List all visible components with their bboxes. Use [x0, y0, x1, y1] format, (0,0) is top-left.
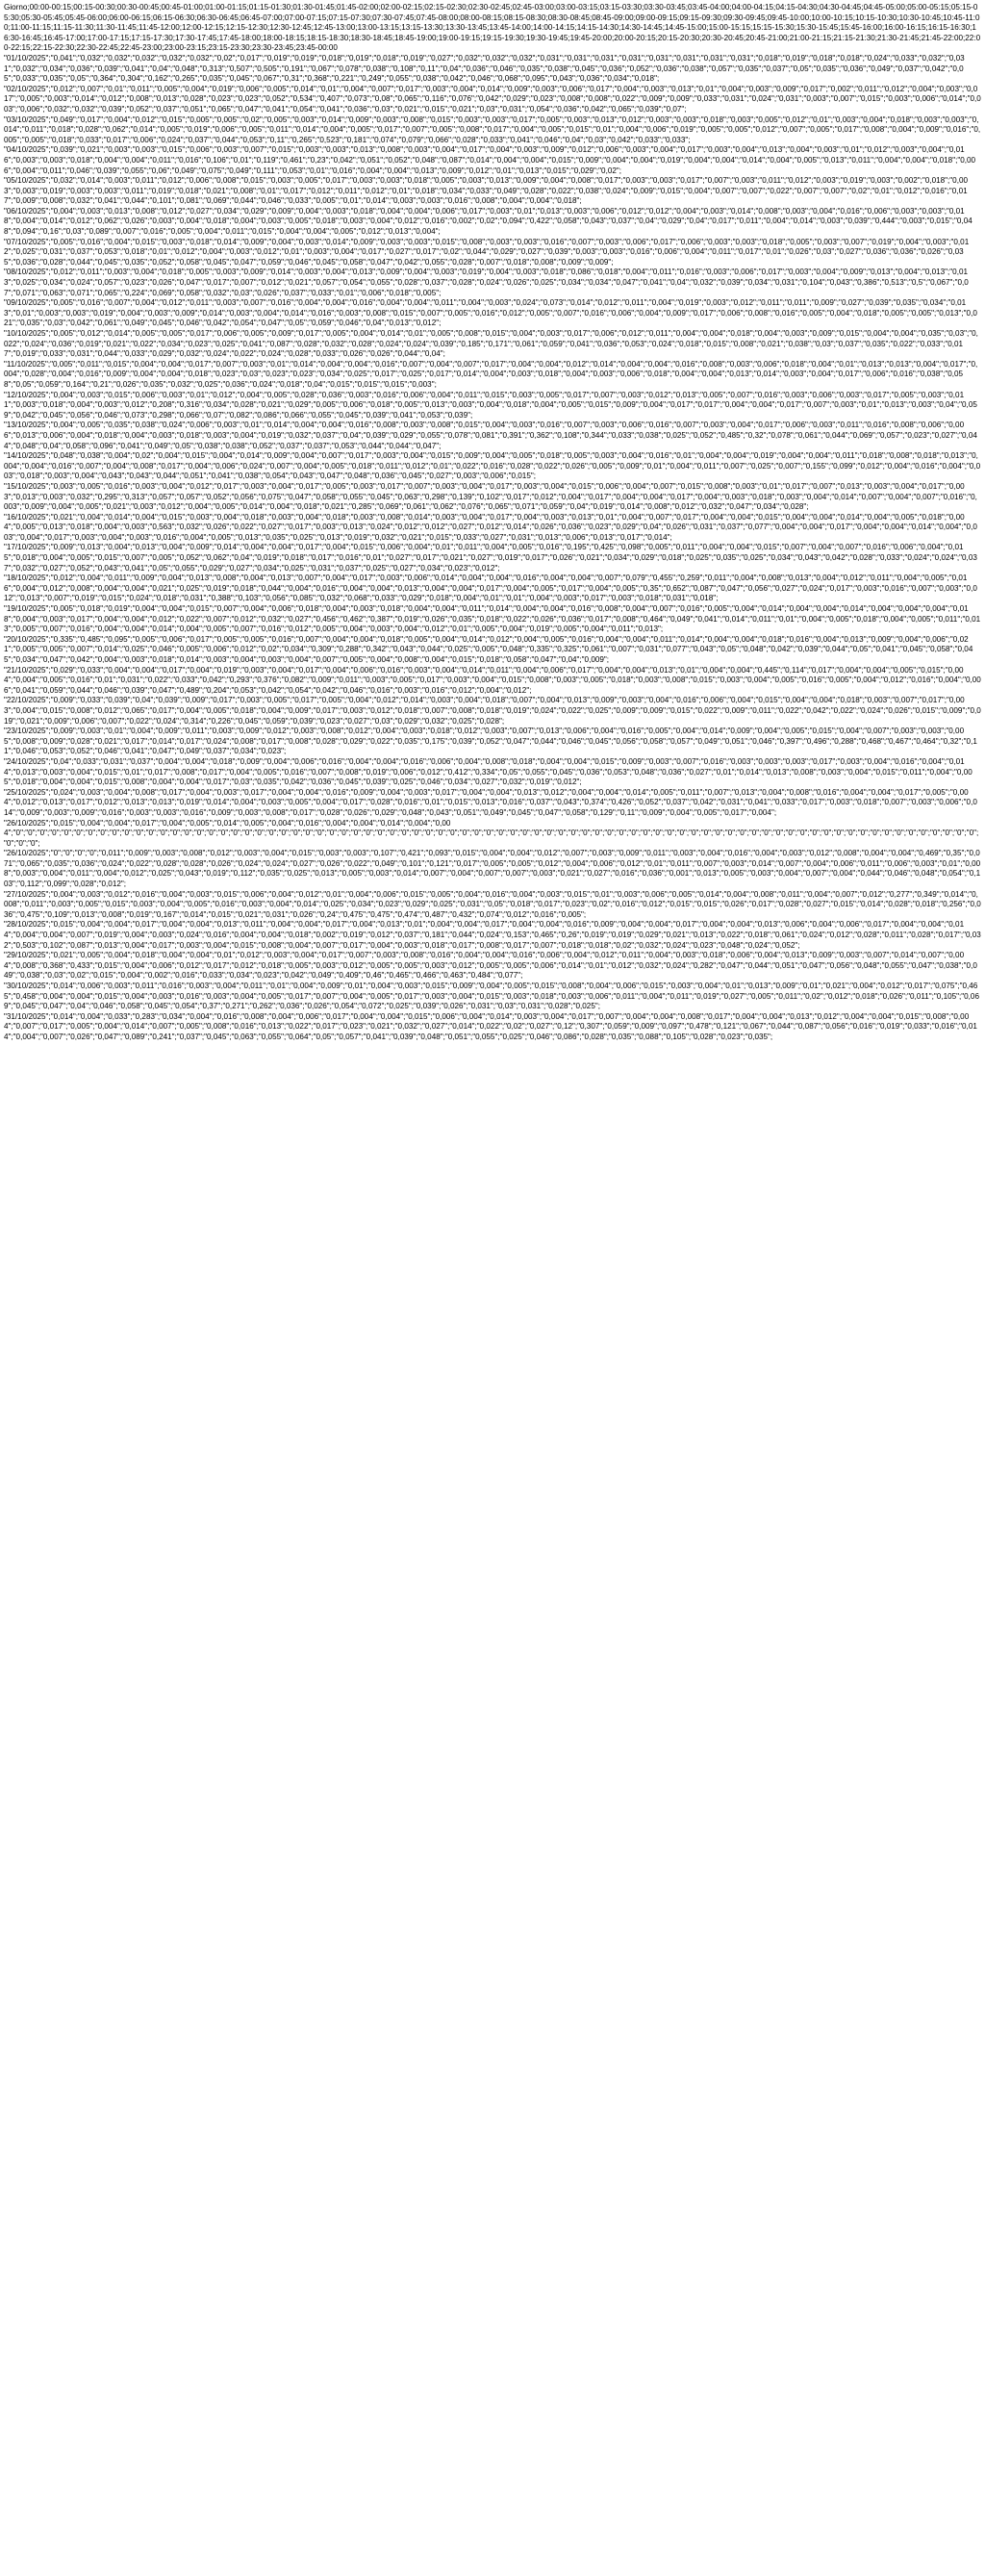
- csv-data-line: "14/10/2025";"0,048";"0,038";"0,004";"0,02";"0,004";"0,015";"0,004";"0,014";"0,009";"0,004";"0,007";"0,017";"0,003";"0,004";"0,015";"0,009";"0,004";"0,005";"0,018";"0,005";"0,003";"0,004";"0,016";"0,01";"0,004";"0,004";"0,019";"0,004";"0,004";"0,011";"0,018";"0,008";"0,018";"0,013";"0,004";"0,004";"0,016";"0,007";"0,004";"0,008";"0,017";"0,004";"0,006";"0,024";"0,007";"0,004";"0,005";"0,018";"0,011";"0,012";"0,01";"0,022";"0,016";"0,028";"0,022";"0,026";"0,005";"0,009";"0,01";"0,004";"0,011";"0,007";"0,025";"0,007";"0,155";"0,099";"0,012";"0,004";"0,016";"0,004";"0,003";"0,018";"0,003";"0,004";"0,043";"0,043";"0,044";"0,051";"0,041";"0,038";"0,054";"0,043";"0,047";"0,048";"0,036";"0,045";"0,027";"0,003";"0,006";"0,015";: [4, 451, 981, 481]
- csv-data-line: "20/10/2025";"0,335";"0,485";"0,095";"0,005";"0,006";"0,017";"0,005";"0,005";"0,016";"0,007";"0,004";"0,004";"0,018";"0,005";"0,004";"0,014";"0,012";"0,004";"0,005";"0,016";"0,004";"0,004";"0,011";"0,014";"0,004";"0,004";"0,018";"0,016";"0,004";"0,013";"0,009";"0,004";"0,006";"0,021";"0,005";"0,005";"0,007";"0,014";"0,025";"0,046";"0,005";"0,006";"0,012";"0,02";"0,034";"0,309";"0,288";"0,342";"0,043";"0,044";"0,025";"0,005";"0,048";"0,335";"0,325";"0,061";"0,007";"0,031";"0,077";"0,043";"0,05";"0,048";"0,042";"0,039";"0,044";"0,05";"0,041";"0,045";"0,058";"0,045";"0,034";"0,047";"0,042";"0,004";"0,003";"0,018";"0,014";"0,003";"0,004";"0,003";"0,004";"0,007";"0,005";"0,004";"0,008";"0,004";"0,015";"0,018";"0,058";"0,047";"0,04";"0,009";: [4, 634, 973, 664]
- csv-data-line: "16/10/2025";"0,021";"0,004";"0,014";"0,004";"0,015";"0,003";"0,004";"0,018";"0,003";"0,004";"0,018";"0,003";"0,008";"0,014";"0,003";"0,004";"0,017";"0,004";"0,003";"0,013";"0,01";"0,004";"0,007";"0,017";"0,004";"0,004";"0,015";"0,004";"0,004";"0,014";"0,004";"0,005";"0,018";"0,004";"0,005";"0,013";"0,018";"0,004";"0,003";"0,563";"0,032";"0,026";"0,022";"0,027";"0,017";"0,003";"0,013";"0,024";"0,012";"0,012";"0,027";"0,012";"0,014";"0,026";"0,036";"0,023";"0,029";"0,04";"0,026";"0,031";"0,037";"0,077";"0,004";"0,004";"0,017";"0,004";"0,004";"0,014";"0,004";"0,003";"0,004";"0,017";"0,003";"0,004";"0,003";"0,016";"0,004";"0,005";"0,013";"0,035";"0,025";"0,013";"0,019";"0,032";"0,021";"0,015";"0,033";"0,027";"0,031";"0,013";"0,006";"0,013";"0,017";"0,014";: [4, 512, 977, 542]
- csv-data-line: "29/10/2025";"0,021";"0,005";"0,004";"0,018";"0,004";"0,004";"0,01";"0,012";"0,003";"0,004";"0,017";"0,007";"0,003";"0,008";"0,016";"0,004";"0,004";"0,016";"0,006";"0,004";"0,012";"0,011";"0,004";"0,003";"0,018";"0,006";"0,004";"0,013";"0,009";"0,003";"0,007";"0,014";"0,007";"0,004";"0,008";"0,368";"0,433";"0,015";"0,004";"0,006";"0,012";"0,017";"0,012";"0,018";"0,005";"0,003";"0,012";"0,005";"0,005";"0,003";"0,012";"0,005";"0,005";"0,006";"0,014";"0,01";"0,012";"0,032";"0,024";"0,282";"0,047";"0,044";"0,051";"0,047";"0,056";"0,048";"0,055";"0,047";"0,038";"0,049";"0,038";"0,03";"0,02";"0,015";"0,004";"0,002";"0,016";"0,033";"0,034";"0,023";"0,042";"0,049";"0,409";"0,46";"0,465";"0,466";"0,463";"0,484";"0,077";: [4, 951, 977, 981]
- csv-data-line: "28/10/2025";"0,015";"0,004";"0,004";"0,017";"0,004";"0,004";"0,013";"0,011";"0,004";"0,004";"0,017";"0,004";"0,013";"0,01";"0,004";"0,004";"0,017";"0,004";"0,004";"0,016";"0,009";"0,004";"0,004";"0,017";"0,004";"0,004";"0,013";"0,006";"0,004";"0,006";"0,017";"0,004";"0,004";"0,014";"0,004";"0,004";"0,007";"0,019";"0,004";"0,003";"0,024";"0,016";"0,004";"0,004";"0,018";"0,002";"0,019";"0,012";"0,037";"0,181";"0,044";"0,024";"0,153";"0,465";"0,26";"0,019";"0,019";"0,029";"0,021";"0,013";"0,022";"0,018";"0,061";"0,024";"0,012";"0,028";"0,011";"0,028";"0,017";"0,032";"0,503";"0,102";"0,087";"0,013";"0,004";"0,017";"0,003";"0,004";"0,015";"0,008";"0,004";"0,007";"0,017";"0,004";"0,003";"0,018";"0,017";"0,008";"0,017";"0,007";"0,018";"0,018";"0,02";"0,032";"0,024";"0,023";"0,048";"0,024";"0,052";: [4, 920, 981, 950]
- csv-data-line: "01/10/2025";"0,041";"0,032";"0,032";"0,032";"0,032";"0,032";"0,02";"0,017";"0,019";"0,019";"0,018";"0,019";"0,018";"0,019";"0,027";"0,032";"0,032";"0,032";"0,031";"0,031";"0,031";"0,031";"0,031";"0,031";"0,031";"0,031";"0,018";"0,019";"0,018";"0,018";"0,024";"0,033";"0,032";"0,031";"0,032";"0,034";"0,036";"0,039";"0,041";"0,04";"0,048";"0,313";"0,507";"0,505";"0,191";"0,067";"0,078";"0,038";"0,108";"0,11";"0,04";"0,036";"0,046";"0,035";"0,038";"0,045";"0,036";"0,052";"0,036";"0,038";"0,057";"0,035";"0,037";"0,05";"0,035";"0,036";"0,049";"0,037";"0,042";"0,05";"0,033";"0,035";"0,05";"0,364";"0,304";"0,162";"0,265";"0,035";"0,045";"0,067";"0,31";"0,368";"0,221";"0,249";"0,055";"0,038";"0,042";"0,046";"0,068";"0,095";"0,043";"0,036";"0,034";"0,018";: [4, 53, 965, 84]
- csv-data-line: "15/10/2025";"0,003";"0,005";"0,016";"0,003";"0,004";"0,012";"0,017";"0,003";"0,004";"0,017";"0,005";"0,003";"0,017";"0,007";"0,003";"0,004";"0,017";"0,003";"0,004";"0,015";"0,006";"0,004";"0,007";"0,015";"0,008";"0,003";"0,01";"0,017";"0,007";"0,013";"0,003";"0,004";"0,017";"0,003";"0,013";"0,003";"0,032";"0,295";"0,313";"0,057";"0,057";"0,052";"0,056";"0,075";"0,047";"0,058";"0,055";"0,045";"0,063";"0,298";"0,139";"0,102";"0,017";"0,012";"0,004";"0,017";"0,004";"0,004";"0,017";"0,004";"0,003";"0,018";"0,003";"0,004";"0,014";"0,007";"0,004";"0,007";"0,016";"0,003";"0,009";"0,004";"0,005";"0,021";"0,003";"0,012";"0,004";"0,005";"0,014";"0,004";"0,018";"0,021";"0,285";"0,069";"0,061";"0,062";"0,076";"0,065";"0,071";"0,059";"0,04";"0,019";"0,014";"0,008";"0,012";"0,032";"0,047";"0,034";"0,028";: [4, 481, 977, 512]
- csv-data-line: "09/10/2025";"0,005";"0,016";"0,007";"0,004";"0,012";"0,011";"0,003";"0,007";"0,016";"0,004";"0,004";"0,016";"0,004";"0,004";"0,011";"0,004";"0,003";"0,024";"0,073";"0,014";"0,012";"0,011";"0,004";"0,019";"0,003";"0,012";"0,011";"0,011";"0,009";"0,027";"0,039";"0,035";"0,034";"0,013";"0,01";"0,003";"0,003";"0,019";"0,004";"0,003";"0,009";"0,014";"0,003";"0,004";"0,014";"0,016";"0,003";"0,008";"0,015";"0,007";"0,005";"0,016";"0,012";"0,005";"0,007";"0,016";"0,006";"0,004";"0,009";"0,017";"0,006";"0,008";"0,016";"0,005";"0,004";"0,018";"0,005";"0,005";"0,013";"0,021";"0,035";"0,03";"0,042";"0,061";"0,049";"0,045";"0,046";"0,042";"0,054";"0,047";"0,05";"0,059";"0,046";"0,04";"0,013";"0,012";: [4, 298, 977, 328]
- csv-data-line: "22/10/2025";"0,009";"0,033";"0,039";"0,04";"0,039";"0,009";"0,017";"0,003";"0,005";"0,017";"0,005";"0,004";"0,012";"0,014";"0,003";"0,004";"0,018";"0,007";"0,004";"0,013";"0,009";"0,003";"0,004";"0,016";"0,006";"0,004";"0,015";"0,004";"0,004";"0,018";"0,003";"0,007";"0,017";"0,003";"0,004";"0,015";"0,008";"0,012";"0,065";"0,017";"0,004";"0,005";"0,018";"0,004";"0,009";"0,017";"0,003";"0,012";"0,018";"0,007";"0,008";"0,018";"0,019";"0,024";"0,022";"0,025";"0,009";"0,009";"0,015";"0,022";"0,009";"0,011";"0,022";"0,042";"0,022";"0,024";"0,026";"0,015";"0,009";"0,019";"0,021";"0,009";"0,006";"0,007";"0,022";"0,024";"0,314";"0,226";"0,045";"0,059";"0,039";"0,023";"0,027";"0,03";"0,029";"0,032";"0,025";"0,028";: [4, 696, 981, 726]
- csv-header-line: Giorno;00:00-00:15;00:15-00:30;00:30-00:45;00:45-01:00;01:00-01:15;01:15-01:30;01:30-01:45;01:45-02:00;02:00-02:15;02:15-02:30;02:30-02:45;02:45-03:00;03:00-03:15;03:15-03:30;03:30-03:45;03:45-04:00;04:00-04:15;04:15-04:30;04:30-04:45;04:45-05:00;05:00-05:15;05:15-05:30;05:30-05:45;05:45-06:00;06:00-06:15;06:15-06:30;06:30-06:45;06:45-07:00;07:00-07:15;07:15-07:30;07:30-07:45;07:45-08:00;08:00-08:15;08:15-08:30;08:30-08:45;08:45-09:00;09:00-09:15;09:15-09:30;09:30-09:45;09:45-10:00;10:00-10:15;10:15-10:30;10:30-10:45;10:45-11:00;11:00-11:15;11:15-11:30;11:30-11:45;11:45-12:00;12:00-12:15;12:15-12:30;12:30-12:45;12:45-13:00;13:00-13:15;13:15-13:30;13:30-13:45;13:45-14:00;14:00-14:15;14:15-14:30;14:30-14:45;14:45-15:00;15:00-15:15;15:15-15:30;15:30-15:45;15:45-16:00;16:00-16:15;16:15-16:30;16:30-16:45;16:45-17:00;17:00-17:15;17:15-17:30;17:30-17:45;17:45-18:00;18:00-18:15;18:15-18:30;18:30-18:45;18:45-19:00;19:00-19:15;19:15-19:30;19:30-19:45;19:45-20:00;20:00-20:15;20:15-20:30;20:30-20:45;20:45-21:00;21:00-21:15;21:15-21:30;21:30-21:45;21:45-22:00;22:00-22:15;22:15-22:30;22:30-22:45;22:45-23:00;23:00-23:15;23:15-23:30;23:30-23:45;23:45-00:00: [4, 3, 981, 53]
- csv-data-line: "26/10/2025";"0,015";"0,004";"0,004";"0,017";"0,004";"0,005";"0,014";"0,005";"0,004";"0,016";"0,004";"0,004";"0,014";"0,004";"0,004";"0";"0";"0";"0";"0";"0";"0";"0";"0";"0";"0";"0";"0";"0";"0";"0";"0";"0";"0";"0";"0";"0";"0";"0";"0";"0";"0";"0";"0";"0";"0";"0";"0";"0";"0";"0";"0";"0";"0";"0";"0";"0";"0";"0";"0";"0";"0";"0";"0";"0";"0";"0";"0";"0";"0";"0";"0";"0";"0";"0";"0";"0";"0";"0";"0";"0";"0";"0";"0";"0";"0";"0";"0";"0";"0";"0";"0";"0";"0";"0";"0";"0";"0";: [4, 818, 979, 848]
- csv-data-line: "31/10/2025";"0,014";"0,004";"0,033";"0,283";"0,034";"0,004";"0,016";"0,008";"0,004";"0,006";"0,017";"0,004";"0,004";"0,015";"0,006";"0,004";"0,014";"0,003";"0,004";"0,017";"0,007";"0,004";"0,004";"0,008";"0,017";"0,004";"0,004";"0,013";"0,012";"0,004";"0,004";"0,015";"0,008";"0,004";"0,007";"0,017";"0,005";"0,004";"0,014";"0,007";"0,005";"0,008";"0,016";"0,013";"0,022";"0,017";"0,023";"0,021";"0,032";"0,027";"0,014";"0,022";"0,02";"0,027";"0,12";"0,307";"0,059";"0,009";"0,097";"0,478";"0,121";"0,067";"0,044";"0,087";"0,056";"0,016";"0,019";"0,033";"0,016";"0,014";"0,004";"0,007";"0,026";"0,047";"0,089";"0,241";"0,037";"0,045";"0,063";"0,055";"0,064";"0,05";"0,057";"0,041";"0,039";"0,048";"0,051";"0,055";"0,025";"0,046";"0,086";"0,028";"0,035";"0,088";"0,105";"0,028";"0,023";"0,035";: [4, 1011, 977, 1041]
- csv-data-line: "07/10/2025";"0,005";"0,016";"0,004";"0,015";"0,003";"0,018";"0,014";"0,009";"0,004";"0,003";"0,014";"0,009";"0,003";"0,003";"0,015";"0,008";"0,003";"0,003";"0,016";"0,007";"0,003";"0,006";"0,017";"0,006";"0,003";"0,003";"0,018";"0,005";"0,003";"0,007";"0,019";"0,004";"0,003";"0,012";"0,025";"0,031";"0,037";"0,053";"0,018";"0,01";"0,012";"0,004";"0,003";"0,012";"0,01";"0,003";"0,004";"0,017";"0,027";"0,017";"0,02";"0,044";"0,029";"0,027";"0,039";"0,003";"0,003";"0,016";"0,006";"0,004";"0,011";"0,017";"0,01";"0,026";"0,03";"0,027";"0,036";"0,036";"0,026";"0,035";"0,036";"0,028";"0,044";"0,045";"0,035";"0,052";"0,058";"0,045";"0,047";"0,059";"0,046";"0,045";"0,058";"0,047";"0,042";"0,055";"0,028";"0,007";"0,018";"0,008";"0,009";"0,009";: [4, 237, 970, 267]
- csv-data-line: "21/10/2025";"0,029";"0,033";"0,004";"0,004";"0,017";"0,004";"0,019";"0,003";"0,004";"0,017";"0,004";"0,006";"0,016";"0,003";"0,004";"0,014";"0,011";"0,004";"0,006";"0,017";"0,004";"0,004";"0,013";"0,01";"0,004";"0,004";"0,445";"0,114";"0,017";"0,004";"0,004";"0,005";"0,015";"0,004";"0,004";"0,005";"0,016";"0,01";"0,031";"0,022";"0,033";"0,042";"0,293";"0,376";"0,082";"0,009";"0,011";"0,003";"0,005";"0,017";"0,003";"0,004";"0,015";"0,008";"0,003";"0,005";"0,018";"0,003";"0,008";"0,015";"0,003";"0,004";"0,005";"0,016";"0,005";"0,004";"0,012";"0,016";"0,004";"0,006";"0,041";"0,059";"0,044";"0,046";"0,039";"0,047";"0,489";"0,204";"0,053";"0,042";"0,054";"0,042";"0,046";"0,016";"0,003";"0,016";"0,012";"0,004";"0,012";: [4, 665, 981, 695]
- csv-data-line: "18/10/2025";"0,012";"0,004";"0,011";"0,009";"0,004";"0,013";"0,008";"0,004";"0,013";"0,007";"0,004";"0,017";"0,003";"0,006";"0,014";"0,004";"0,004";"0,016";"0,004";"0,004";"0,007";"0,079";"0,455";"0,259";"0,011";"0,004";"0,008";"0,013";"0,004";"0,012";"0,011";"0,004";"0,005";"0,016";"0,004";"0,012";"0,008";"0,004";"0,004";"0,021";"0,025";"0,019";"0,018";"0,044";"0,004";"0,016";"0,004";"0,004";"0,013";"0,004";"0,004";"0,017";"0,004";"0,005";"0,017";"0,004";"0,005";"0,35";"0,652";"0,087";"0,047";"0,056";"0,027";"0,024";"0,017";"0,003";"0,016";"0,007";"0,003";"0,012";"0,013";"0,007";"0,019";"0,015";"0,024";"0,018";"0,031";"0,388";"0,103";"0,056";"0,085";"0,032";"0,068";"0,033";"0,029";"0,018";"0,004";"0,01";"0,01";"0,004";"0,003";"0,017";"0,003";"0,018";"0,031";"0,018";: [4, 574, 977, 603]
- csv-data-line: "08/10/2025";"0,012";"0,011";"0,003";"0,004";"0,018";"0,005";"0,003";"0,009";"0,014";"0,003";"0,004";"0,013";"0,009";"0,004";"0,003";"0,019";"0,004";"0,003";"0,018";"0,086";"0,018";"0,004";"0,011";"0,016";"0,003";"0,006";"0,017";"0,003";"0,004";"0,009";"0,013";"0,004";"0,013";"0,013";"0,025";"0,034";"0,024";"0,057";"0,023";"0,026";"0,047";"0,017";"0,007";"0,012";"0,021";"0,057";"0,054";"0,055";"0,028";"0,037";"0,028";"0,024";"0,026";"0,025";"0,034";"0,034";"0,047";"0,041";"0,04";"0,032";"0,039";"0,034";"0,031";"0,104";"0,043";"0,386";"0,513";"0,5";"0,067";"0,07";"0,071";"0,063";"0,071";"0,065";"0,224";"0,069";"0,058";"0,032";"0,03";"0,026";"0,037";"0,033";"0,01";"0,006";"0,018";"0,005";: [4, 268, 969, 297]
- csv-data-line: "11/10/2025";"0,005";"0,011";"0,015";"0,004";"0,004";"0,017";"0,007";"0,003";"0,01";"0,014";"0,004";"0,004";"0,016";"0,007";"0,004";"0,007";"0,017";"0,004";"0,004";"0,012";"0,014";"0,004";"0,004";"0,016";"0,008";"0,003";"0,006";"0,018";"0,004";"0,01";"0,013";"0,013";"0,004";"0,017";"0,004";"0,028";"0,004";"0,016";"0,009";"0,004";"0,004";"0,018";"0,023";"0,03";"0,023";"0,023";"0,034";"0,025";"0,017";"0,025";"0,017";"0,014";"0,004";"0,003";"0,018";"0,004";"0,003";"0,006";"0,018";"0,004";"0,004";"0,013";"0,014";"0,003";"0,004";"0,017";"0,006";"0,016";"0,038";"0,058";"0,05";"0,059";"0,164";"0,21";"0,026";"0,035";"0,032";"0,025";"0,036";"0,024";"0,018";"0,04";"0,015";"0,015";"0,015";"0,003";: [4, 359, 978, 389]
- csv-data-line: "24/10/2025";"0,04";"0,033";"0,031";"0,037";"0,004";"0,004";"0,018";"0,009";"0,004";"0,006";"0,016";"0,004";"0,004";"0,016";"0,006";"0,004";"0,008";"0,018";"0,004";"0,004";"0,015";"0,009";"0,003";"0,007";"0,016";"0,003";"0,003";"0,003";"0,017";"0,003";"0,004";"0,016";"0,004";"0,014";"0,013";"0,003";"0,004";"0,015";"0,01";"0,017";"0,008";"0,017";"0,004";"0,005";"0,016";"0,007";"0,008";"0,019";"0,006";"0,012";"0,412";"0,334";"0,05";"0,055";"0,045";"0,036";"0,053";"0,048";"0,036";"0,027";"0,01";"0,014";"0,013";"0,008";"0,003";"0,004";"0,015";"0,011";"0,004";"0,005";"0,018";"0,004";"0,004";"0,015";"0,008";"0,004";"0,004";"0,017";"0,03";"0,035";"0,042";"0,036";"0,045";"0,039";"0,025";"0,046";"0,034";"0,027";"0,032";"0,019";"0,012";: [4, 756, 972, 787]
- csv-data-line: "26/10/2025";"0";"0";"0";"0";"0,011";"0,009";"0,003";"0,008";"0,012";"0,003";"0,004";"0,015";"0,003";"0,003";"0,107";"0,421";"0,093";"0,015";"0,004";"0,004";"0,012";"0,007";"0,003";"0,009";"0,011";"0,003";"0,004";"0,016";"0,004";"0,003";"0,012";"0,008";"0,004";"0,004";"0,469";"0,35";"0,071";"0,065";"0,035";"0,036";"0,024";"0,022";"0,028";"0,028";"0,026";"0,024";"0,024";"0,027";"0,026";"0,022";"0,049";"0,101";"0,121";"0,017";"0,005";"0,005";"0,012";"0,004";"0,006";"0,012";"0,01";"0,011";"0,007";"0,003";"0,014";"0,007";"0,004";"0,006";"0,011";"0,006";"0,003";"0,01";"0,008";"0,003";"0,004";"0,011";"0,004";"0,012";"0,025";"0,043";"0,019";"0,112";"0,035";"0,025";"0,013";"0,005";"0,003";"0,014";"0,007";"0,004";"0,007";"0,007";"0,003";"0,021";"0,027";"0,016";"0,036";"0,001";"0,013";"0,005";"0,003";"0,004";"0,007";"0,004";"0,044";"0,046";"0,048";"0,054";"0,103";"0,112";"0,099";"0,028";"0,012";: [4, 849, 981, 889]
- csv-data-line: "05/10/2025";"0,032";"0,014";"0,003";"0,011";"0,012";"0,006";"0,008";"0,015";"0,003";"0,005";"0,017";"0,003";"0,003";"0,018";"0,005";"0,003";"0,013";"0,009";"0,004";"0,008";"0,017";"0,003";"0,003";"0,017";"0,007";"0,003";"0,011";"0,012";"0,003";"0,019";"0,003";"0,002";"0,018";"0,003";"0,003";"0,019";"0,003";"0,003";"0,011";"0,019";"0,018";"0,021";"0,008";"0,01";"0,017";"0,012";"0,011";"0,012";"0,01";"0,018";"0,034";"0,033";"0,049";"0,028";"0,022";"0,038";"0,024";"0,009";"0,015";"0,004";"0,007";"0,007";"0,022";"0,007";"0,007";"0,02";"0,01";"0,012";"0,016";"0,017";"0,009";"0,008";"0,032";"0,041";"0,044";"0,101";"0,081";"0,069";"0,044";"0,046";"0,033";"0,005";"0,01";"0,014";"0,003";"0,003";"0,016";"0,008";"0,004";"0,004";"0,018";: [4, 176, 968, 206]
- csv-data-line: "25/10/2025";"0,024";"0,003";"0,004";"0,008";"0,017";"0,004";"0,003";"0,017";"0,004";"0,004";"0,016";"0,009";"0,004";"0,003";"0,017";"0,004";"0,004";"0,013";"0,012";"0,004";"0,004";"0,014";"0,005";"0,011";"0,007";"0,013";"0,004";"0,008";"0,016";"0,004";"0,004";"0,017";"0,005";"0,004";"0,012";"0,013";"0,017";"0,012";"0,013";"0,013";"0,019";"0,014";"0,004";"0,003";"0,005";"0,004";"0,017";"0,028";"0,016";"0,01";"0,015";"0,013";"0,016";"0,037";"0,043";"0,374";"0,426";"0,052";"0,037";"0,042";"0,031";"0,041";"0,033";"0,017";"0,003";"0,018";"0,007";"0,003";"0,006";"0,014";"0,009";"0,003";"0,009";"0,016";"0,003";"0,003";"0,016";"0,009";"0,003";"0,008";"0,017";"0,028";"0,026";"0,029";"0,048";"0,043";"0,051";"0,049";"0,045";"0,047";"0,058";"0,129";"0,11";"0,009";"0,004";"0,005";"0,017";"0,004";: [4, 787, 977, 817]
- csv-data-line: "03/10/2025";"0,049";"0,017";"0,004";"0,012";"0,015";"0,005";"0,005";"0,02";"0,005";"0,003";"0,014";"0,009";"0,003";"0,008";"0,015";"0,003";"0,003";"0,017";"0,005";"0,003";"0,013";"0,012";"0,003";"0,003";"0,018";"0,003";"0,005";"0,012";"0,01";"0,003";"0,004";"0,018";"0,003";"0,003";"0,014";"0,011";"0,018";"0,028";"0,062";"0,014";"0,005";"0,019";"0,006";"0,005";"0,011";"0,014";"0,004";"0,005";"0,017";"0,007";"0,005";"0,008";"0,017";"0,004";"0,005";"0,015";"0,01";"0,004";"0,006";"0,019";"0,005";"0,005";"0,012";"0,007";"0,005";"0,017";"0,008";"0,004";"0,009";"0,016";"0,005";"0,005";"0,018";"0,033";"0,017";"0,006";"0,024";"0,037";"0,044";"0,053";"0,11";"0,265";"0,523";"0,181";"0,074";"0,079";"0,066";"0,028";"0,033";"0,041";"0,046";"0,04";"0,03";"0,042";"0,033";"0,033";: [4, 115, 981, 144]
- csv-data-line: "13/10/2025";"0,004";"0,005";"0,035";"0,038";"0,024";"0,006";"0,003";"0,01";"0,014";"0,004";"0,004";"0,016";"0,008";"0,003";"0,008";"0,015";"0,004";"0,003";"0,016";"0,007";"0,003";"0,006";"0,016";"0,007";"0,003";"0,004";"0,017";"0,006";"0,003";"0,011";"0,016";"0,008";"0,006";"0,006";"0,013";"0,006";"0,004";"0,018";"0,004";"0,003";"0,018";"0,003";"0,004";"0,019";"0,032";"0,037";"0,04";"0,039";"0,029";"0,055";"0,078";"0,081";"0,391";"0,362";"0,108";"0,344";"0,033";"0,038";"0,025";"0,052";"0,485";"0,32";"0,078";"0,061";"0,044";"0,069";"0,057";"0,023";"0,027";"0,044";"0,048";"0,04";"0,058";"0,096";"0,041";"0,049";"0,05";"0,038";"0,038";"0,052";"0,037";"0,037";"0,053";"0,044";"0,044";"0,047";: [4, 421, 977, 450]
- csv-data-line: "23/10/2025";"0,009";"0,003";"0,01";"0,004";"0,009";"0,011";"0,003";"0,009";"0,012";"0,003";"0,008";"0,012";"0,004";"0,003";"0,018";"0,012";"0,003";"0,007";"0,013";"0,006";"0,004";"0,016";"0,005";"0,004";"0,014";"0,009";"0,004";"0,005";"0,015";"0,004";"0,007";"0,003";"0,003";"0,005";"0,008";"0,009";"0,028";"0,021";"0,017";"0,014";"0,017";"0,024";"0,008";"0,017";"0,008";"0,028";"0,029";"0,022";"0,035";"0,175";"0,039";"0,052";"0,047";"0,044";"0,046";"0,045";"0,056";"0,058";"0,057";"0,049";"0,051";"0,046";"0,397";"0,496";"0,288";"0,468";"0,467";"0,464";"0,32";"0,11";"0,046";"0,053";"0,052";"0,046";"0,041";"0,047";"0,049";"0,037";"0,034";"0,023";: [4, 727, 977, 756]
- csv-data-line: "27/10/2025";"0,004";"0,003";"0,012";"0,016";"0,004";"0,003";"0,015";"0,006";"0,004";"0,012";"0,01";"0,004";"0,006";"0,015";"0,005";"0,004";"0,016";"0,004";"0,003";"0,015";"0,01";"0,003";"0,006";"0,005";"0,014";"0,004";"0,008";"0,011";"0,004";"0,007";"0,012";"0,277";"0,349";"0,014";"0,008";"0,011";"0,003";"0,005";"0,015";"0,003";"0,004";"0,005";"0,016";"0,003";"0,004";"0,014";"0,025";"0,034";"0,023";"0,029";"0,025";"0,031";"0,05";"0,018";"0,017";"0,023";"0,02";"0,016";"0,012";"0,015";"0,015";"0,026";"0,017";"0,028";"0,027";"0,015";"0,014";"0,028";"0,018";"0,256";"0,036";"0,475";"0,109";"0,013";"0,008";"0,019";"0,167";"0,014";"0,015";"0,021";"0,031";"0,026";"0,24";"0,475";"0,475";"0,474";"0,487";"0,432";"0,074";"0,012";"0,016";"0,005";: [4, 889, 981, 919]
- csv-data-line: "10/10/2025";"0,005";"0,012";"0,014";"0,005";"0,005";"0,017";"0,006";"0,005";"0,009";"0,017";"0,005";"0,004";"0,014";"0,01";"0,005";"0,008";"0,015";"0,004";"0,003";"0,017";"0,006";"0,012";"0,011";"0,004";"0,004";"0,018";"0,004";"0,003";"0,009";"0,015";"0,004";"0,004";"0,035";"0,03";"0,022";"0,024";"0,036";"0,019";"0,021";"0,022";"0,034";"0,023";"0,025";"0,041";"0,087";"0,028";"0,032";"0,028";"0,024";"0,024";"0,039";"0,185";"0,171";"0,061";"0,059";"0,041";"0,036";"0,053";"0,024";"0,018";"0,015";"0,008";"0,021";"0,038";"0,03";"0,037";"0,035";"0,022";"0,033";"0,017";"0,019";"0,033";"0,031";"0,044";"0,033";"0,029";"0,032";"0,024";"0,022";"0,024";"0,028";"0,033";"0,026";"0,026";"0,044";"0,04";: [4, 329, 978, 359]
- csv-data-line: "06/10/2025";"0,004";"0,003";"0,013";"0,008";"0,012";"0,027";"0,034";"0,029";"0,009";"0,004";"0,003";"0,018";"0,004";"0,004";"0,006";"0,017";"0,003";"0,01";"0,013";"0,003";"0,006";"0,012";"0,012";"0,004";"0,003";"0,014";"0,008";"0,003";"0,004";"0,016";"0,006";"0,003";"0,003";"0,018";"0,004";"0,014";"0,012";"0,062";"0,026";"0,003";"0,004";"0,018";"0,004";"0,003";"0,005";"0,018";"0,003";"0,004";"0,012";"0,016";"0,002";"0,02";"0,094";"0,422";"0,058";"0,043";"0,037";"0,04";"0,029";"0,04";"0,017";"0,011";"0,004";"0,014";"0,003";"0,039";"0,444";"0,003";"0,015";"0,048";"0,094";"0,16";"0,03";"0,089";"0,007";"0,016";"0,005";"0,004";"0,011";"0,015";"0,004";"0,004";"0,005";"0,012";"0,013";"0,004";: [4, 206, 972, 237]
- csv-data-line: "04/10/2025";"0,039";"0,021";"0,003";"0,003";"0,015";"0,006";"0,003";"0,007";"0,015";"0,003";"0,003";"0,013";"0,008";"0,003";"0,004";"0,017";"0,004";"0,003";"0,009";"0,012";"0,006";"0,003";"0,004";"0,017";"0,003";"0,004";"0,013";"0,004";"0,003";"0,01";"0,012";"0,003";"0,004";"0,016";"0,003";"0,003";"0,018";"0,004";"0,004";"0,011";"0,016";"0,106";"0,01";"0,119";"0,461";"0,23";"0,042";"0,051";"0,052";"0,048";"0,087";"0,014";"0,004";"0,004";"0,015";"0,009";"0,004";"0,004";"0,019";"0,004";"0,004";"0,014";"0,004";"0,005";"0,013";"0,011";"0,004";"0,004";"0,018";"0,006";"0,004";"0,011";"0,046";"0,039";"0,055";"0,06";"0,049";"0,075";"0,049";"0,111";"0,053";"0,01";"0,016";"0,004";"0,004";"0,013";"0,009";"0,012";"0,01";"0,013";"0,015";"0,029";"0,02";: [4, 145, 976, 175]
- csv-data-line: "30/10/2025";"0,014";"0,006";"0,003";"0,011";"0,016";"0,003";"0,004";"0,011";"0,01";"0,004";"0,009";"0,01";"0,004";"0,003";"0,015";"0,009";"0,004";"0,005";"0,015";"0,008";"0,004";"0,006";"0,015";"0,003";"0,004";"0,01";"0,013";"0,009";"0,01";"0,021";"0,004";"0,012";"0,017";"0,075";"0,465";"0,458";"0,004";"0,004";"0,015";"0,004";"0,003";"0,016";"0,003";"0,004";"0,005";"0,017";"0,007";"0,004";"0,005";"0,017";"0,003";"0,004";"0,015";"0,003";"0,018";"0,003";"0,006";"0,011";"0,004";"0,011";"0,019";"0,027";"0,005";"0,011";"0,02";"0,012";"0,018";"0,026";"0,011";"0,105";"0,069";"0,045";"0,047";"0,04";"0,046";"0,058";"0,045";"0,054";"0,37";"0,271";"0,262";"0,036";"0,026";"0,054";"0,072";"0,025";"0,039";"0,026";"0,031";"0,03";"0,031";"0,028";"0,025";: [4, 982, 979, 1011]
- csv-data-line: "19/10/2025";"0,005";"0,018";"0,019";"0,004";"0,004";"0,015";"0,007";"0,004";"0,006";"0,018";"0,004";"0,003";"0,018";"0,004";"0,004";"0,011";"0,014";"0,004";"0,004";"0,016";"0,008";"0,004";"0,007";"0,016";"0,005";"0,004";"0,014";"0,004";"0,004";"0,014";"0,004";"0,004";"0,004";"0,018";"0,004";"0,003";"0,017";"0,004";"0,004";"0,012";"0,022";"0,007";"0,012";"0,032";"0,027";"0,456";"0,462";"0,387";"0,019";"0,026";"0,035";"0,018";"0,022";"0,026";"0,036";"0,017";"0,008";"0,464";"0,049";"0,041";"0,014";"0,011";"0,01";"0,004";"0,005";"0,018";"0,004";"0,005";"0,011";"0,013";"0,005";"0,007";"0,016";"0,004";"0,004";"0,014";"0,004";"0,005";"0,007";"0,016";"0,012";"0,005";"0,004";"0,003";"0,004";"0,012";"0,01";"0,005";"0,004";"0,019";"0,005";"0,004";"0,011";"0,013";: [4, 604, 981, 634]
- csv-data-line: "12/10/2025";"0,004";"0,003";"0,015";"0,006";"0,003";"0,01";"0,012";"0,004";"0,005";"0,028";"0,036";"0,003";"0,016";"0,006";"0,004";"0,011";"0,015";"0,003";"0,005";"0,017";"0,007";"0,003";"0,012";"0,013";"0,005";"0,007";"0,016";"0,003";"0,006";"0,003";"0,017";"0,005";"0,003";"0,011";"0,003";"0,018";"0,004";"0,003";"0,012";"0,208";"0,316";"0,034";"0,028";"0,021";"0,029";"0,005";"0,006";"0,018";"0,005";"0,013";"0,003";"0,004";"0,018";"0,004";"0,005";"0,015";"0,009";"0,004";"0,017";"0,017";"0,004";"0,004";"0,017";"0,007";"0,003";"0,01";"0,013";"0,003";"0,04";"0,059";"0,042";"0,045";"0,056";"0,046";"0,073";"0,298";"0,066";"0,07";"0,082";"0,086";"0,066";"0,055";"0,045";"0,039";"0,041";"0,053";"0,039";: [4, 390, 977, 420]
- csv-data-line: "02/10/2025";"0,012";"0,007";"0,01";"0,011";"0,005";"0,004";"0,019";"0,006";"0,005";"0,014";"0,01";"0,004";"0,007";"0,017";"0,003";"0,004";"0,014";"0,009";"0,003";"0,006";"0,017";"0,004";"0,003";"0,013";"0,01";"0,004";"0,003";"0,009";"0,017";"0,002";"0,011";"0,012";"0,004";"0,003";"0,017";"0,005";"0,003";"0,014";"0,012";"0,008";"0,013";"0,028";"0,023";"0,023";"0,052";"0,534";"0,407";"0,073";"0,08";"0,065";"0,116";"0,076";"0,042";"0,029";"0,023";"0,008";"0,008";"0,022";"0,009";"0,009";"0,033";"0,031";"0,024";"0,031";"0,003";"0,007";"0,015";"0,003";"0,006";"0,014";"0,003";"0,006";"0,032";"0,032";"0,039";"0,052";"0,037";"0,051";"0,065";"0,047";"0,041";"0,054";"0,041";"0,036";"0,03";"0,021";"0,015";"0,021";"0,03";"0,031";"0,054";"0,036";"0,042";"0,065";"0,039";"0,07";: [4, 84, 981, 114]
- csv-data-line: "17/10/2025";"0,009";"0,013";"0,004";"0,013";"0,004";"0,009";"0,014";"0,004";"0,004";"0,017";"0,004";"0,015";"0,006";"0,004";"0,01";"0,011";"0,004";"0,005";"0,016";"0,195";"0,425";"0,098";"0,005";"0,011";"0,004";"0,004";"0,015";"0,007";"0,004";"0,007";"0,016";"0,006";"0,004";"0,015";"0,018";"0,004";"0,005";"0,015";"0,007";"0,005";"0,052";"0,062";"0,04";"0,019";"0,018";"0,017";"0,016";"0,01";"0,027";"0,017";"0,021";"0,027";"0,019";"0,017";"0,026";"0,021";"0,034";"0,029";"0,018";"0,025";"0,035";"0,025";"0,034";"0,043";"0,042";"0,028";"0,033";"0,024";"0,024";"0,037";"0,032";"0,027";"0,052";"0,043";"0,041";"0,05";"0,055";"0,029";"0,027";"0,034";"0,025";"0,031";"0,037";"0,025";"0,027";"0,034";"0,023";"0,012";: [4, 543, 977, 573]
